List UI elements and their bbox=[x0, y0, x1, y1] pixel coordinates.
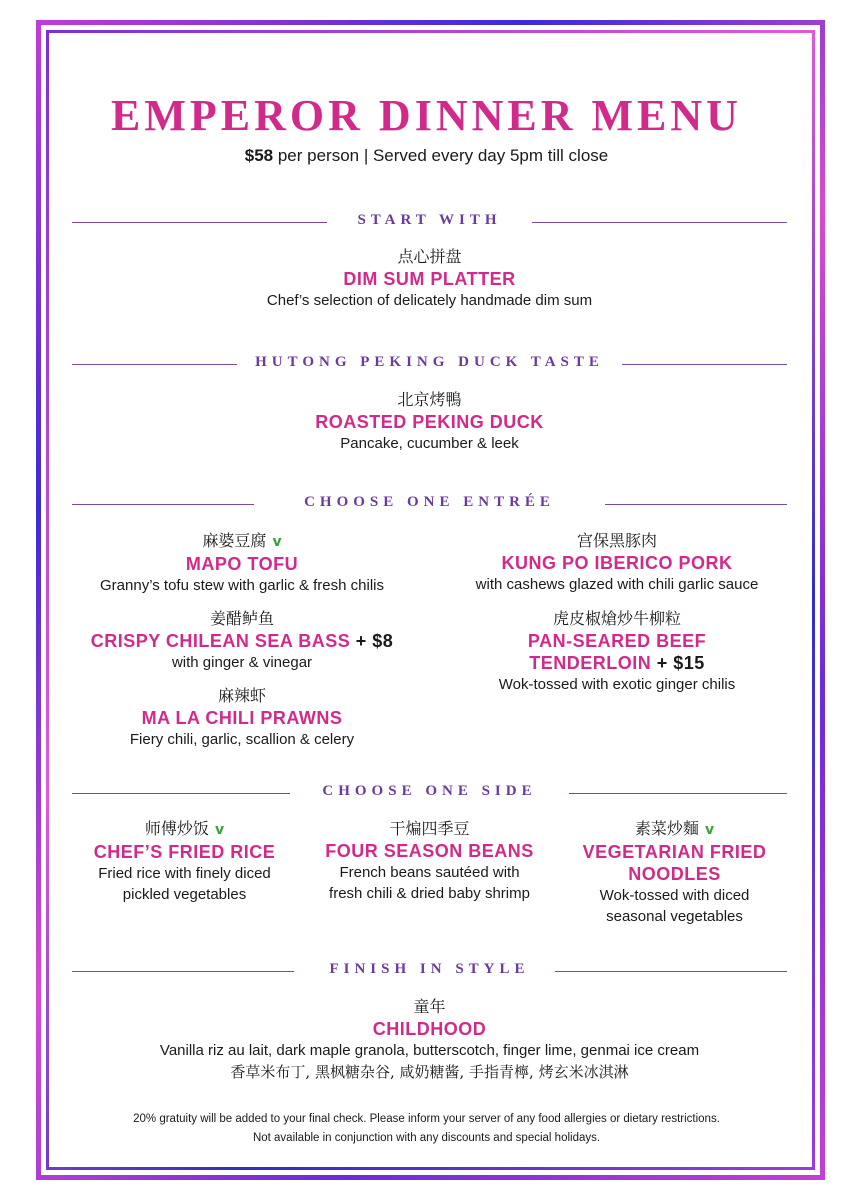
dish-kung-po bbox=[447, 530, 787, 595]
dish-name: FOUR SEASON BEANS bbox=[325, 841, 534, 861]
dish-name: CHILDHOOD bbox=[372, 1019, 487, 1039]
dish-childhood bbox=[72, 996, 787, 1083]
dish-name-line1: VEGETARIAN FRIED bbox=[582, 842, 767, 862]
dish-desc-line2: pickled vegetables bbox=[122, 886, 247, 903]
dish-desc-line2: seasonal vegetables bbox=[606, 908, 743, 925]
dish-cn: 干煸四季豆 bbox=[389, 819, 470, 838]
dish-cn: 北京烤鴨 bbox=[397, 390, 462, 409]
dish-desc-line1: French beans sautéed with bbox=[339, 864, 520, 881]
dish-name-line2: NOODLES bbox=[628, 864, 721, 884]
dish-four-season-beans bbox=[312, 818, 547, 904]
dish-cn-text: 师傅炒饭 bbox=[144, 819, 209, 838]
dish-cn: 点心拼盘 bbox=[397, 247, 462, 266]
vegetarian-icon: v bbox=[272, 534, 282, 550]
dish-cn: 童年 bbox=[413, 997, 446, 1016]
dish-cn: 宫保黑豚肉 bbox=[576, 531, 657, 550]
dish-name: ROASTED PEKING DUCK bbox=[315, 412, 544, 432]
section-duck bbox=[72, 354, 787, 374]
menu-price: $58 bbox=[244, 146, 274, 165]
dish-name bbox=[72, 630, 412, 652]
dish-name-text: CRISPY CHILEAN SEA BASS bbox=[90, 631, 351, 651]
section-label: HUTONG PEKING DUCK TASTE bbox=[255, 354, 604, 370]
dish-fried-rice bbox=[72, 818, 297, 905]
dish-cn bbox=[72, 818, 297, 841]
dish-desc: Granny’s tofu stew with garlic & fresh chilis bbox=[100, 577, 384, 594]
dish-cn: 麻辣虾 bbox=[217, 686, 266, 705]
dish-cn: 姜醋鲈鱼 bbox=[209, 609, 274, 628]
vegetarian-icon: v bbox=[704, 822, 715, 838]
dish-desc-line1: Fried rice with finely diced bbox=[98, 865, 271, 882]
dish-desc-cn: 香草米布丁, 黑枫糖杂谷, 咸奶糖酱, 手指青檸, 烤玄米冰淇淋 bbox=[230, 1063, 629, 1081]
dish-name: MA LA CHILI PRAWNS bbox=[141, 708, 343, 728]
section-label: CHOOSE ONE ENTRÉE bbox=[304, 494, 555, 510]
dish-dim-sum bbox=[72, 246, 787, 311]
menu-title: EMPEROR DINNER MENU bbox=[111, 91, 742, 140]
dish-desc: Wok-tossed with exotic ginger chilis bbox=[498, 676, 736, 693]
section-finish bbox=[72, 961, 787, 981]
dish-name: CHEF’S FRIED RICE bbox=[93, 842, 276, 862]
dish-desc: with ginger & vinegar bbox=[171, 654, 313, 671]
dish-desc-line2: fresh chili & dried baby shrimp bbox=[329, 885, 530, 902]
dish-desc: Chef’s selection of delicately handmade dim sum bbox=[266, 292, 593, 309]
dish-name: MAPO TOFU bbox=[185, 554, 299, 574]
dish-name-line1: PAN-SEARED BEEF bbox=[527, 631, 707, 651]
dish-desc-line1: Wok-tossed with diced bbox=[599, 887, 750, 904]
dish-cn-text: 素菜炒麵 bbox=[634, 819, 699, 838]
vegetarian-icon: v bbox=[214, 822, 225, 838]
dish-prawns bbox=[72, 685, 412, 750]
section-start bbox=[72, 212, 787, 232]
dish-desc: Fiery chili, garlic, scallion & celery bbox=[129, 731, 355, 748]
footer-disclaimer: Not available in conjunction with any discounts and special holidays. bbox=[252, 1132, 601, 1144]
dish-desc: Vanilla riz au lait, dark maple granola, butterscotch, finger lime, genmai ice cream bbox=[159, 1042, 700, 1059]
dish-name: KUNG PO IBERICO PORK bbox=[501, 553, 733, 573]
footer-gratuity: 20% gratuity will be added to your final check. Please inform your server of any food allergies or dietary restrictions. bbox=[133, 1113, 720, 1125]
footer-note bbox=[0, 1110, 853, 1148]
menu-subtitle bbox=[0, 146, 853, 166]
dish-cn bbox=[562, 818, 787, 841]
dish-desc: with cashews glazed with chili garlic sauce bbox=[475, 576, 759, 593]
dish-name-line2 bbox=[447, 652, 787, 674]
dish-cn: 虎皮椒熗炒牛柳粒 bbox=[552, 609, 681, 628]
section-entree bbox=[72, 494, 787, 514]
dish-beef bbox=[447, 608, 787, 695]
dish-name-text: TENDERLOIN bbox=[529, 653, 652, 673]
dish-mapo-tofu bbox=[72, 530, 412, 596]
dish-sea-bass bbox=[72, 608, 412, 673]
menu-hours: per person | Served every day 5pm till close bbox=[273, 146, 609, 165]
dish-cn bbox=[72, 530, 412, 553]
dish-peking-duck bbox=[72, 389, 787, 454]
dish-surcharge: + $8 bbox=[350, 631, 394, 651]
dish-surcharge: + $15 bbox=[651, 653, 705, 673]
section-side bbox=[72, 783, 787, 803]
section-label: FINISH IN STYLE bbox=[329, 961, 530, 977]
section-label: CHOOSE ONE SIDE bbox=[322, 783, 537, 799]
dish-desc: Pancake, cucumber & leek bbox=[340, 435, 519, 452]
dish-cn-text: 麻婆豆腐 bbox=[202, 531, 267, 550]
dish-vegetarian-noodles bbox=[562, 818, 787, 927]
dish-name: DIM SUM PLATTER bbox=[343, 269, 516, 289]
section-label: START WITH bbox=[357, 212, 502, 228]
